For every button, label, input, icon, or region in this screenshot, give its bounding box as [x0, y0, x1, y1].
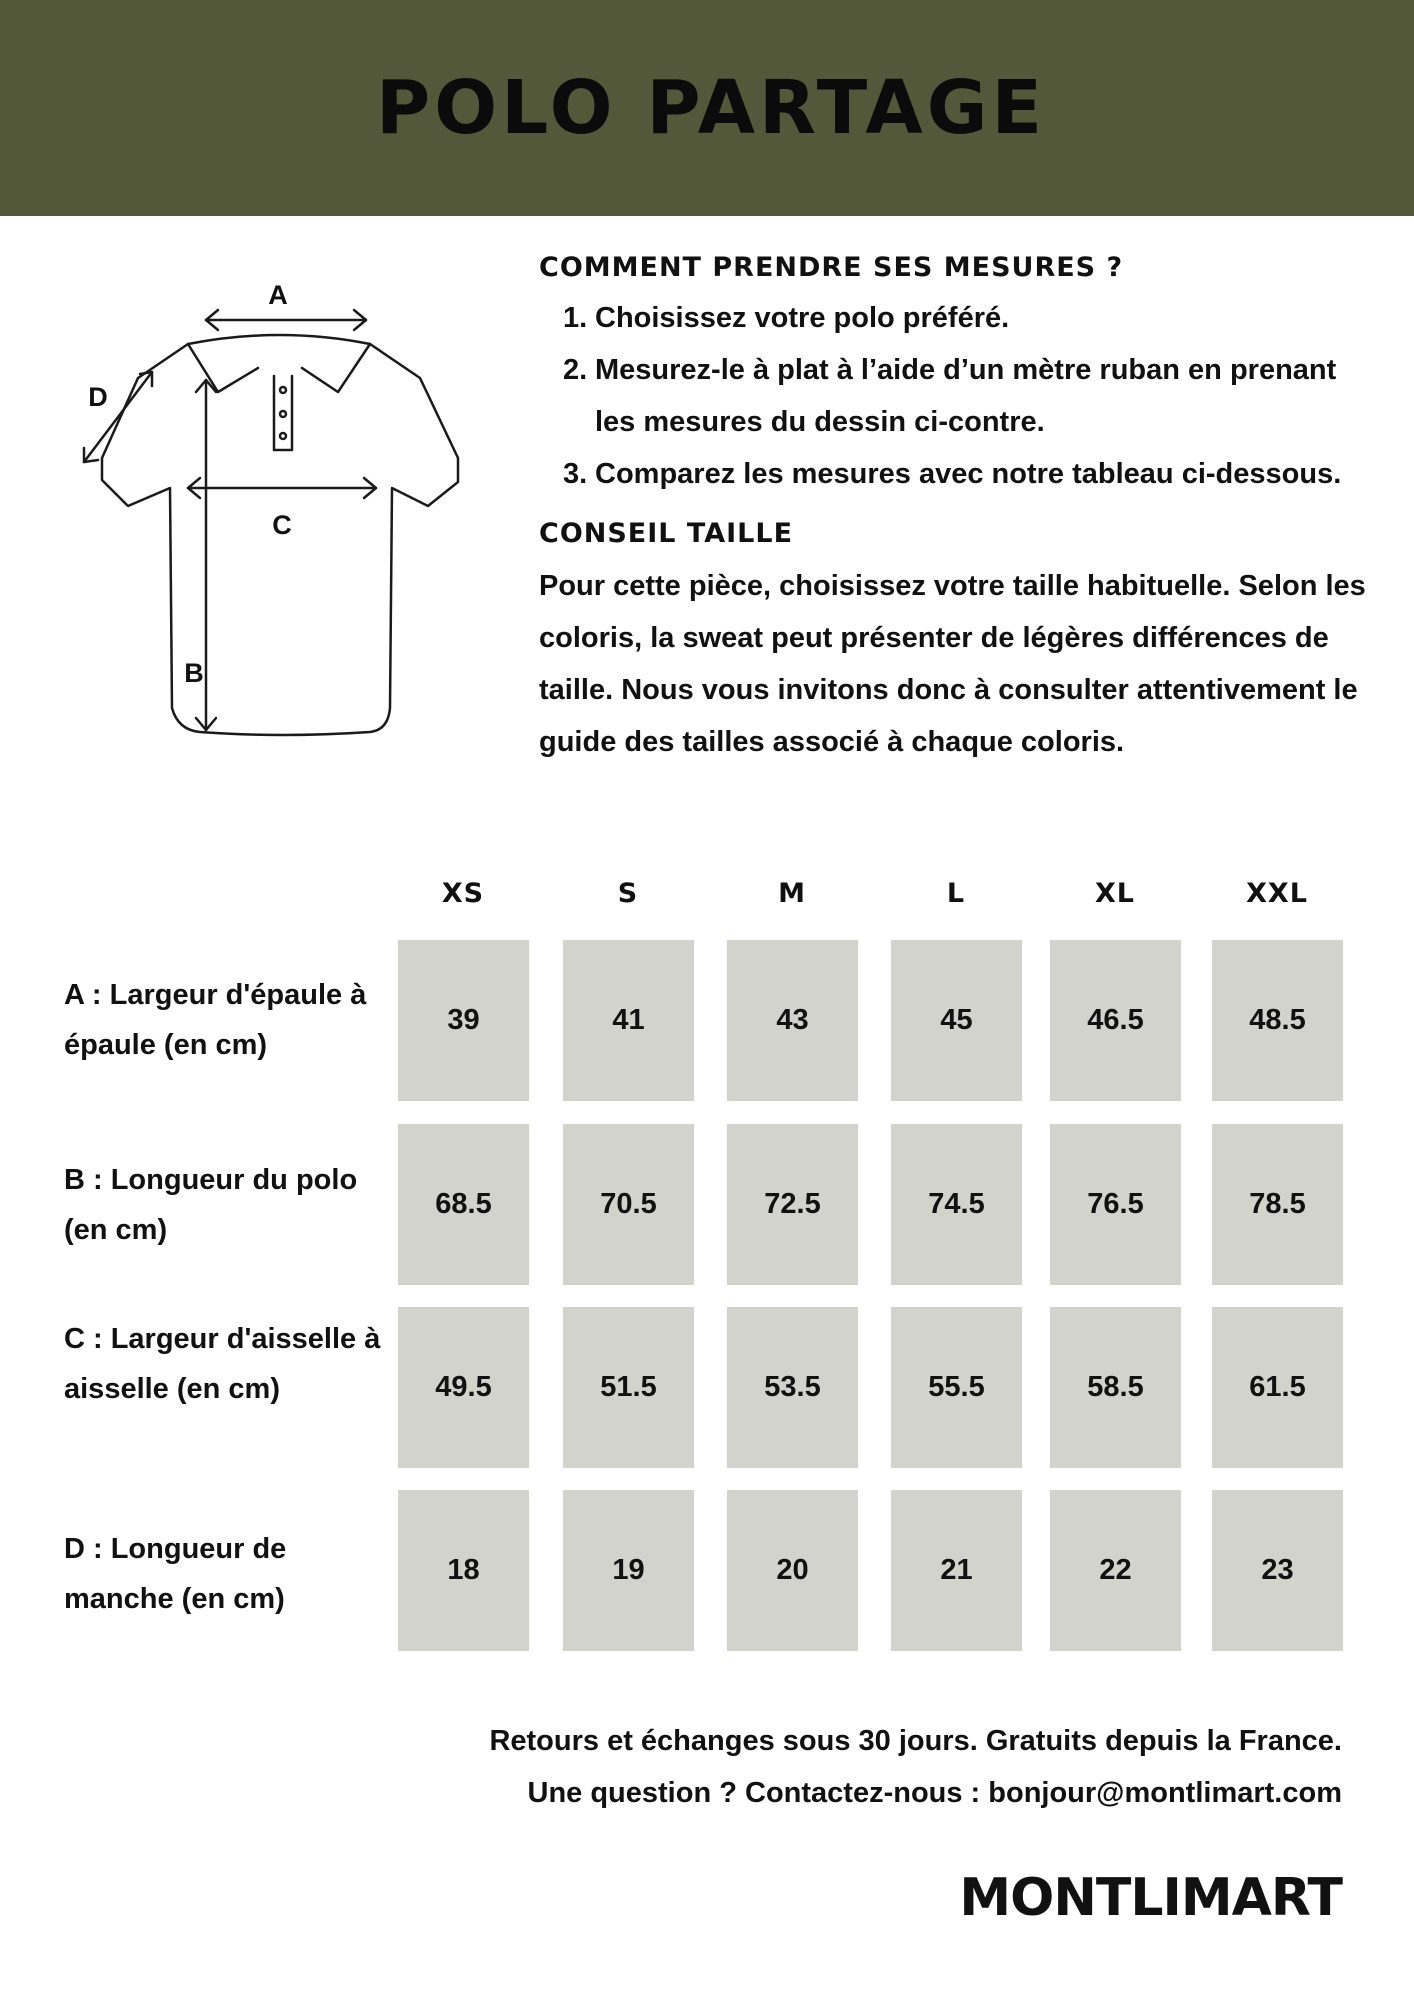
table-cell: 23 — [1212, 1490, 1343, 1651]
table-cell: 58.5 — [1050, 1307, 1181, 1468]
label-a: A — [268, 280, 288, 310]
instructions-block — [539, 248, 1399, 768]
row-label-b: B : Longueur du polo (en cm) — [64, 1164, 358, 1246]
table-cell: 21 — [891, 1490, 1022, 1651]
instructions-title: COMMENT PRENDRE SES MESURES ? — [539, 252, 1124, 283]
table-cell: 55.5 — [891, 1307, 1022, 1468]
table-cell: 78.5 — [1212, 1124, 1343, 1285]
size-header-l: L — [946, 878, 966, 909]
label-d: D — [88, 382, 108, 412]
size-header-s: S — [617, 878, 639, 909]
size-header-xs: XS — [441, 878, 485, 909]
contact-text: Une question ? Contactez-nous : bonjour@montlimart.com — [527, 1777, 1342, 1809]
row-label-c: C : Largeur d'aisselle à aisselle (en cm) — [64, 1323, 381, 1405]
size-header-m: M — [778, 878, 806, 909]
header-banner — [0, 0, 1414, 216]
returns-text: Retours et échanges sous 30 jours. Gratuits depuis la France. — [489, 1725, 1342, 1757]
table-cell: 43 — [727, 940, 858, 1101]
table-cell: 20 — [727, 1490, 858, 1651]
footer-info — [489, 1715, 1342, 1819]
polo-shirt-icon — [70, 268, 490, 758]
advice-text: Pour cette pièce, choisissez votre taille habituelle. Selon les coloris, la sweat peut présenter de légères différences de taille. Nous vous invitons donc à consulter attentivement le guide des tailles associé à chaque coloris. — [539, 570, 1366, 758]
polo-measurement-diagram — [70, 268, 490, 758]
advice-title: CONSEIL TAILLE — [539, 518, 794, 549]
table-cell: 48.5 — [1212, 940, 1343, 1101]
table-cell: 46.5 — [1050, 940, 1181, 1101]
row-label-d: D : Longueur de manche (en cm) — [64, 1533, 287, 1615]
table-cell: 49.5 — [398, 1307, 529, 1468]
table-cell: 72.5 — [727, 1124, 858, 1285]
table-cell: 76.5 — [1050, 1124, 1181, 1285]
instruction-step: 1. Choisissez votre polo préféré. — [563, 302, 1010, 334]
instruction-step: 2. Mesurez-le à plat à l’aide d’un mètre ruban en prenant les mesures du dessin ci-contre. — [563, 354, 1337, 438]
table-cell: 39 — [398, 940, 529, 1101]
table-cell: 22 — [1050, 1490, 1181, 1651]
table-cell: 18 — [398, 1490, 529, 1651]
label-b: B — [184, 658, 204, 688]
table-cell: 53.5 — [727, 1307, 858, 1468]
table-cell: 74.5 — [891, 1124, 1022, 1285]
brand-logo: MONTLIMART — [959, 1868, 1342, 1928]
table-cell: 19 — [563, 1490, 694, 1651]
page-title: POLO PARTAGE — [376, 65, 1046, 151]
size-header-xxl: XXL — [1246, 878, 1308, 909]
row-label-a: A : Largeur d'épaule à épaule (en cm) — [64, 979, 367, 1061]
table-cell: 68.5 — [398, 1124, 529, 1285]
table-cell: 41 — [563, 940, 694, 1101]
table-cell: 70.5 — [563, 1124, 694, 1285]
table-cell: 51.5 — [563, 1307, 694, 1468]
size-header-xl: XL — [1094, 878, 1136, 909]
instructions-list — [539, 292, 1399, 500]
label-c: C — [272, 510, 292, 540]
instruction-step: 3. Comparez les mesures avec notre tableau ci-dessous. — [563, 458, 1342, 490]
table-cell: 61.5 — [1212, 1307, 1343, 1468]
table-cell: 45 — [891, 940, 1022, 1101]
